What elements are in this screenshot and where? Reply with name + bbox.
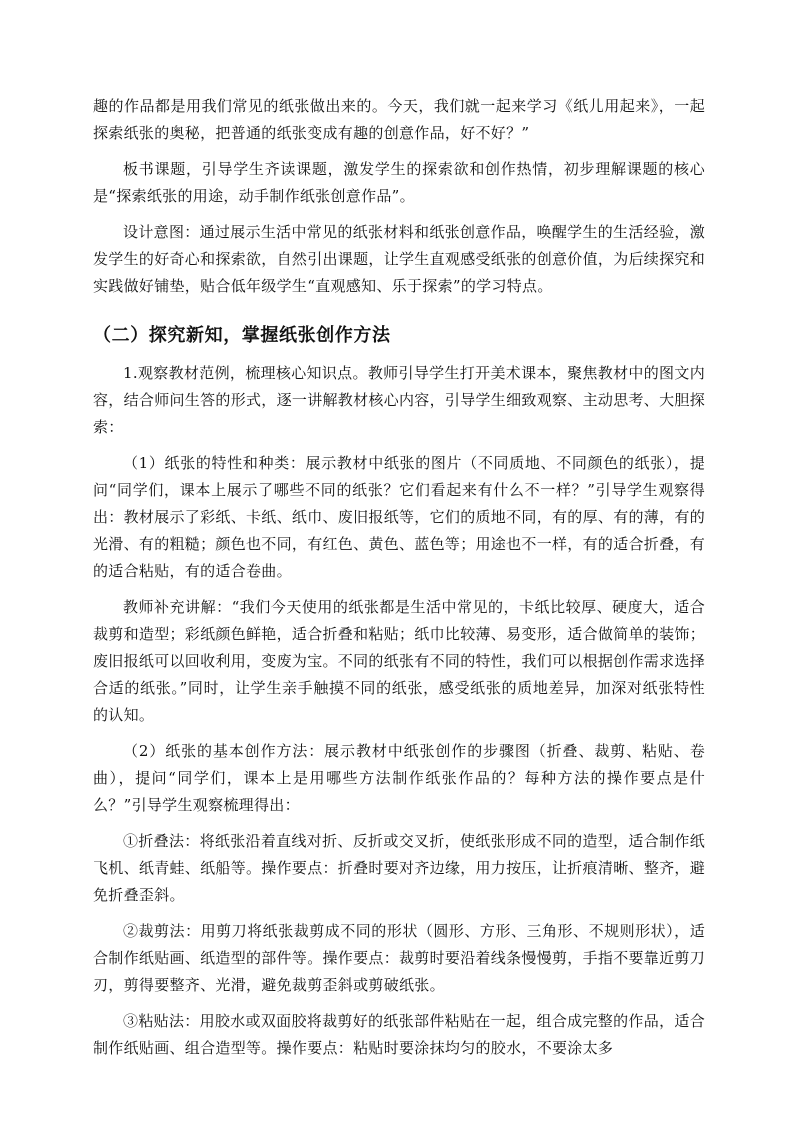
paragraph-teacher-explanation: 教师补充讲解：“我们今天使用的纸张都是生活中常见的，卡纸比较厚、硬度大，适合裁剪和造型；彩纸颜色鲜艳，适合折叠和粘贴；纸巾比较薄、易变形，适合做简单的装饰；废旧报纸可以回收利用，变废为宝。不同的纸张有不同的特性，我们可以根据创作需求选择合适的纸张。”同时，让学生亲手触摸不同的纸张，感受纸张的质地差异，加深对纸张特性的认知。 — [93, 598, 706, 724]
paragraph-creation-methods: （2）纸张的基本创作方法：展示教材中纸张创作的步骤图（折叠、裁剪、粘贴、卷曲），提问“同学们，课本上是用哪些方法制作纸张作品的？每种方法的操作要点是什么？”引导学生观察梳理得出： — [93, 742, 705, 814]
paragraph-design-intent: 设计意图：通过展示生活中常见的纸张材料和纸张创意作品，唤醒学生的生活经验，激发学生的好奇心和探索欲，自然引出课题，让学生直观感受纸张的创意价值，为后续探究和实践做好铺垫，贴合低年级学生“直观感知、乐于探索”的学习特点。 — [93, 223, 706, 295]
paragraph-cutting-method: ②裁剪法：用剪刀将纸张裁剪成不同的形状（圆形、方形、三角形、不规则形状），适合制作纸贴画、纸造型的部件等。操作要点：裁剪时要沿着线条慢慢剪，手指不要靠近剪刀刃，剪得要整齐、光滑，避免裁剪歪斜或剪破纸张。 — [93, 922, 706, 994]
section-heading: （二）探究新知，掌握纸张创作方法 — [93, 325, 391, 346]
paragraph-paper-types: （1）纸张的特性和种类：展示教材中纸张的图片（不同质地、不同颜色的纸张），提问“同学们，课本上展示了哪些不同的纸张？它们看起来有什么不一样？”引导学生观察得出：教材展示了彩纸、卡纸、纸巾、废旧报纸等，它们的质地不同，有的厚、有的薄，有的光滑、有的粗糙；颜色也不同，有红色、黄色、蓝色等；用途也不一样，有的适合折叠，有的适合粘贴，有的适合卷曲。 — [93, 454, 706, 580]
paragraph-intro-continuation: 趣的作品都是用我们常见的纸张做出来的。今天，我们就一起来学习《纸儿用起来》，一起探索纸张的奥秘，把普通的纸张变成有趣的创意作品，好不好？” — [93, 97, 705, 142]
paragraph-folding-method: ①折叠法：将纸张沿着直线对折、反折或交叉折，使纸张形成不同的造型，适合制作纸飞机、纸青蛙、纸船等。操作要点：折叠时要对齐边缘，用力按压，让折痕清晰、整齐，避免折叠歪斜。 — [93, 832, 706, 904]
paragraph-observe-textbook: 1.观察教材范例，梳理核心知识点。教师引导学生打开美术课本，聚焦教材中的图文内容，结合师问生答的形式，逐一讲解教材核心内容，引导学生细致观察、主动思考、大胆探索： — [93, 364, 706, 436]
paragraph-pasting-method: ③粘贴法：用胶水或双面胶将裁剪好的纸张部件粘贴在一起，组合成完整的作品，适合制作纸贴画、组合造型等。操作要点：粘贴时要涂抹均匀的胶水，不要涂太多 — [93, 1012, 705, 1057]
paragraph-topic-writing: 板书课题，引导学生齐读课题，激发学生的探索欲和创作热情，初步理解课题的核心是“探索纸张的用途，动手制作纸张创意作品”。 — [93, 160, 705, 205]
document-body — [93, 93, 705, 1062]
